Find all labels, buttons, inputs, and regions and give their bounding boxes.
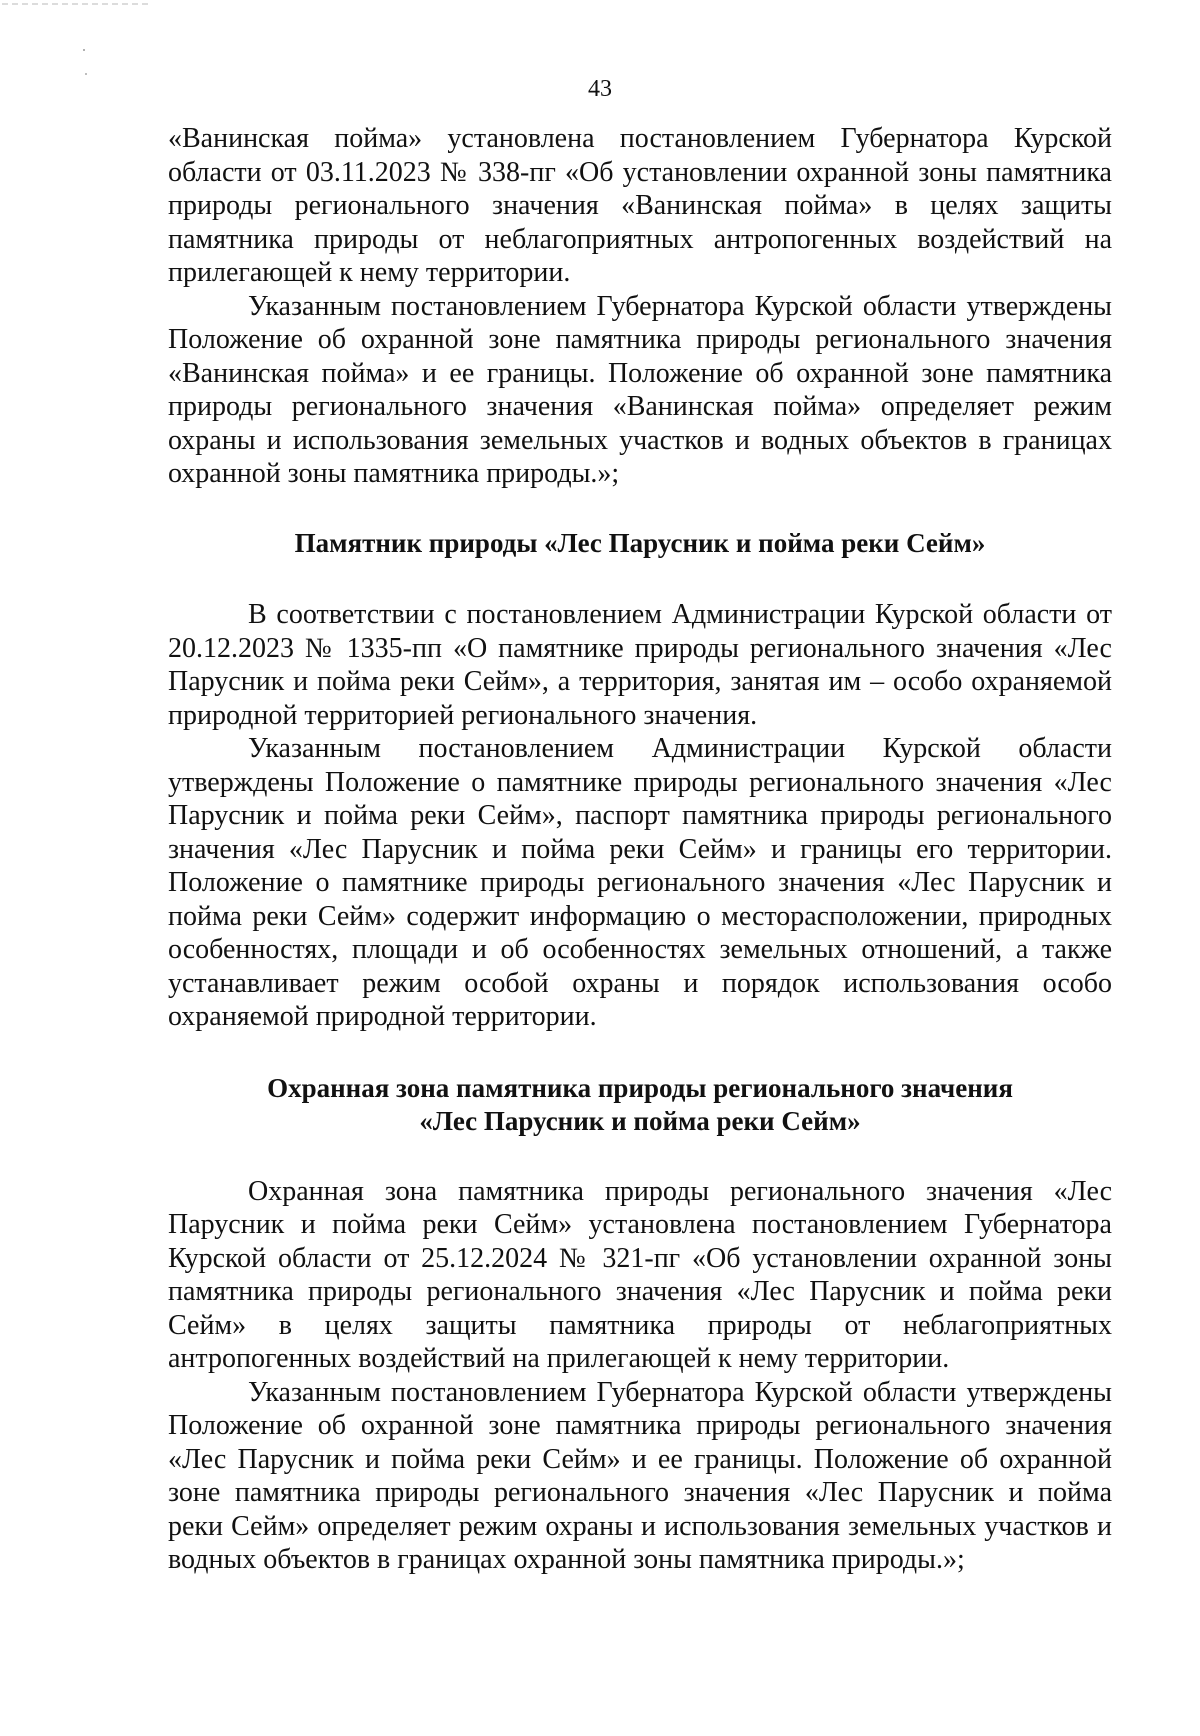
section-heading-line: «Лес Парусник и пойма реки Сейм» bbox=[419, 1106, 861, 1136]
page-number: 43 bbox=[588, 76, 612, 102]
paragraph: Указанным постановлением Губернатора Курской области утверждены Положение об охранной зоне памятника природы регионального значения «Лес Парусник и пойма реки Сейм» и ее границы. Положение об охранной зоне памятника природы регионального значения «Лес Парусник и пойма реки Сейм» определяет режим охраны и использования земельных участков и водных объектов в границах охранной зоны памятника природы.»; bbox=[168, 1376, 1112, 1575]
section-heading bbox=[168, 1072, 1112, 1139]
paragraph: В соответствии с постановлением Администрации Курской области от 20.12.2023 № 1335-пп «О памятнике природы регионального значения «Лес Парусник и пойма реки Сейм», а территория, занятая им – особо охраняемой природной территорией регионального значения. bbox=[168, 599, 1112, 731]
section-heading-line: Охранная зона памятника природы регионального значения bbox=[267, 1072, 1013, 1103]
paragraph-continuation: «Ванинская пойма» установлена постановлением Губернатора Курской области от 03.11.2023 № 338-пг «Об установлении охранной зоны памятника природы регионального значения «Ванинская пойма» в целях защиты памятника природы от неблагоприятных антропогенных воздействий на прилегающей к нему территории. bbox=[168, 123, 1112, 288]
document-body bbox=[168, 122, 1112, 1577]
section-heading: Памятник природы «Лес Парусник и пойма реки Сейм» bbox=[294, 527, 986, 558]
paragraph: Охранная зона памятника природы регионального значения «Лес Парусник и пойма реки Сейм» установлена постановлением Губернатора Курской области от 25.12.2024 № 321-пг «Об установлении охранной зоны памятника природы регионального значения «Лес Парусник и пойма реки Сейм» в целях защиты памятника природы от неблагоприятных антропогенных воздействий на прилегающей к нему территории. bbox=[168, 1175, 1112, 1374]
paragraph: Указанным постановлением Губернатора Курской области утверждены Положение об охранной зоне памятника природы регионального значения «Ванинская пойма» и ее границы. Положение об охранной зоне памятника природы регионального значения «Ванинская пойма» определяет режим охраны и использования земельных участков и водных объектов в границах охранной зоны памятника природы.»; bbox=[168, 290, 1112, 489]
paragraph: Указанным постановлением Администрации Курской области утверждены Положение о памятнике природы регионального значения «Лес Парусник и пойма реки Сейм», паспорт памятника природы регионального значения «Лес Парусник и пойма реки Сейм» и границы его территории. Положение о памятнике природы регионаљного значения «Лес Парусник и пойма реки Сейм» содержит информацию о месторасположении, природных особенностях, площади и об особенностях земельных отношений, а также устанавливает режим особой охраны и порядок использования особо охраняемой природной территории. bbox=[168, 733, 1112, 1032]
